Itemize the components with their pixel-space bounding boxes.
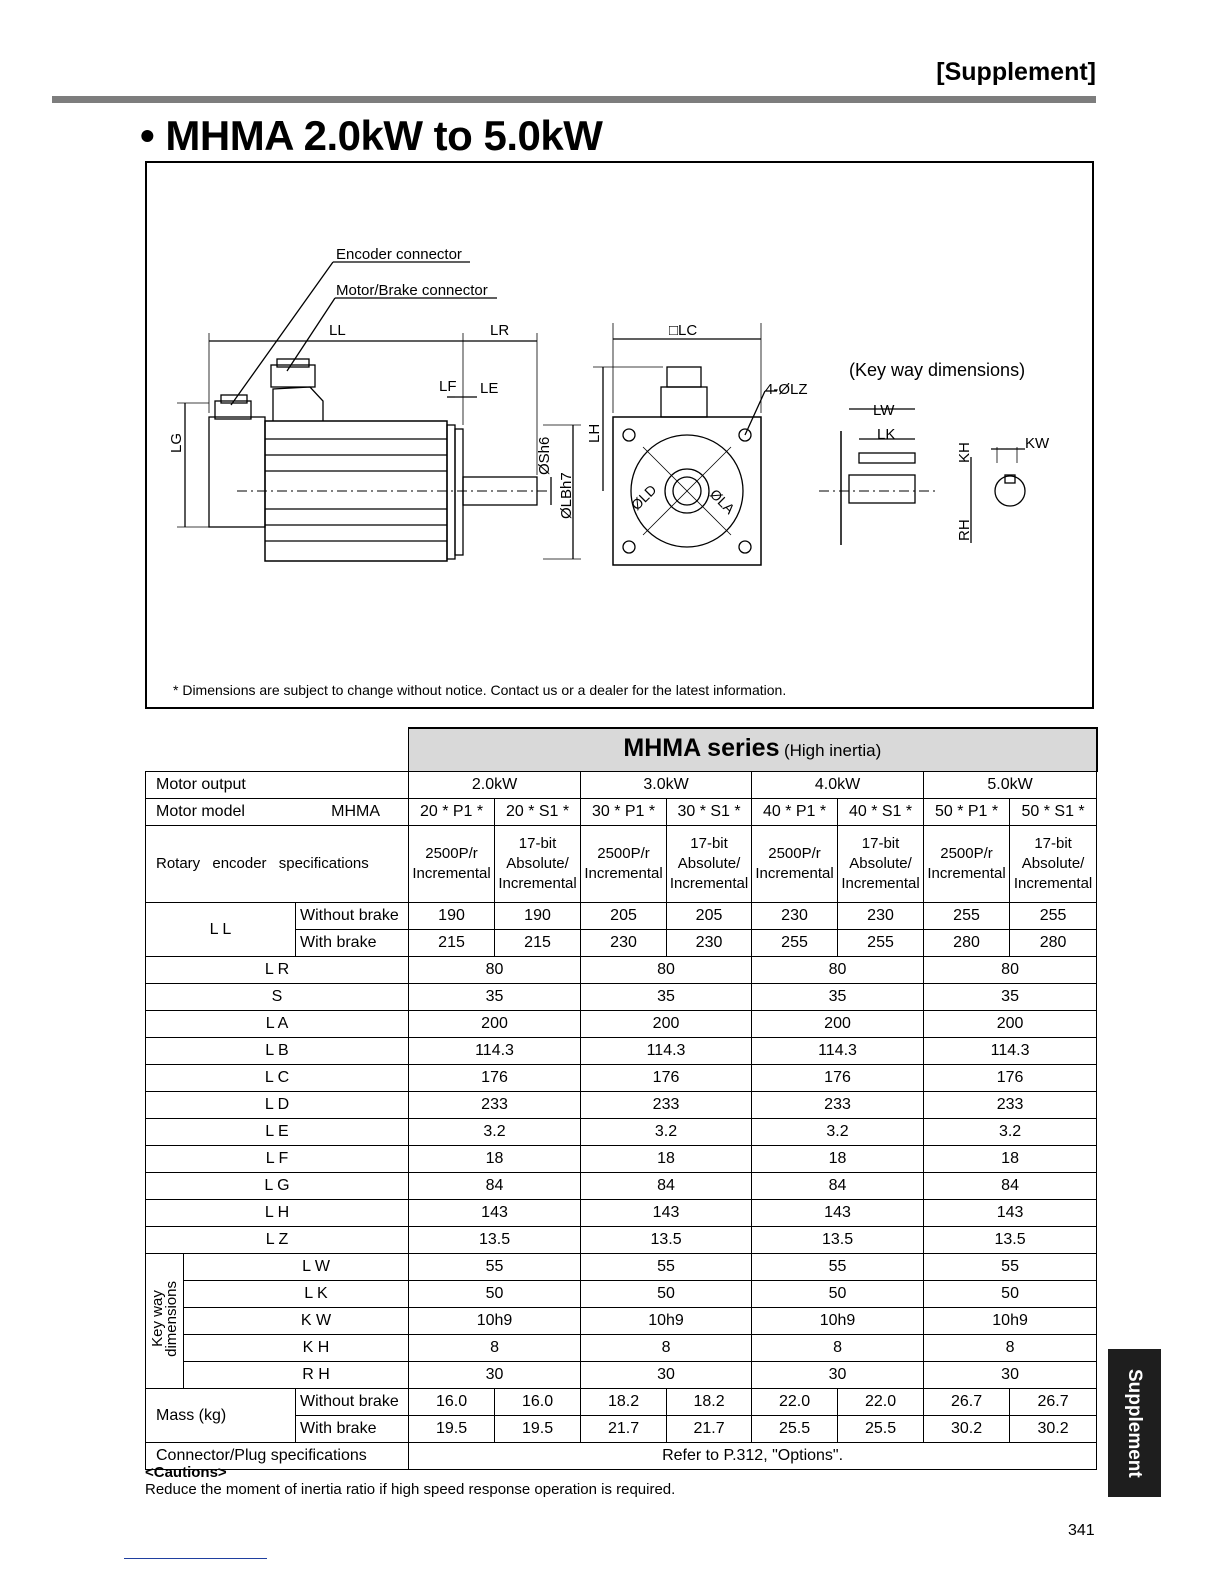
mass-value: 18.2 [667,1389,752,1416]
motor-output-row [146,772,1097,799]
ll-value: 230 [838,903,924,930]
dimension-value: 13.5 [752,1227,924,1254]
dimension-value: 8 [409,1335,581,1362]
page-number: 341 [1068,1522,1095,1539]
mass-value: 22.0 [838,1389,924,1416]
model-cell: 30 * S1 * [667,799,752,826]
dimension-value: 80 [409,957,581,984]
dimension-row [146,984,1097,1011]
with-brake-label: With brake [296,1416,409,1443]
encoder-s-line1: 17-bit [1034,835,1072,852]
dimension-value: 84 [409,1173,581,1200]
connector-value: Refer to P.312, "Options". [409,1443,1097,1470]
dimension-value: 143 [581,1200,752,1227]
dimension-value: 13.5 [924,1227,1097,1254]
dimension-name: K W [184,1308,409,1335]
dimension-drawing [145,161,1094,709]
dimension-value: 10h9 [752,1308,924,1335]
dimension-value: 3.2 [409,1119,581,1146]
label-keyway-title: (Key way dimensions) [849,360,1026,380]
model-cell: 30 * P1 * [581,799,667,826]
dimension-value: 35 [924,984,1097,1011]
ll-label: L L [146,903,296,957]
ll-value: 230 [581,930,667,957]
keyway-group-line2: dimensions [162,1281,180,1357]
dimensions-note: * Dimensions are subject to change without notice. Contact us or a dealer for the latest information. [173,682,787,698]
dimension-name: L D [146,1092,409,1119]
encoder-p-line1: 2500P/r [768,845,821,862]
model-cell: 50 * P1 * [924,799,1010,826]
dimension-value: 114.3 [581,1038,752,1065]
label-rh: RH [956,519,973,541]
label-lc: □LC [669,322,698,339]
dimension-value: 55 [752,1254,924,1281]
mass-value: 19.5 [409,1416,495,1443]
dimension-value: 3.2 [924,1119,1097,1146]
cautions-heading: <Cautions> [145,1464,227,1481]
dimension-value: 30 [581,1362,752,1389]
mass-value: 25.5 [752,1416,838,1443]
ll-value: 280 [924,930,1010,957]
dimension-row [146,1200,1097,1227]
mass-value: 22.0 [752,1389,838,1416]
dimension-rows [146,957,1097,1254]
keyway-group-label [146,1254,184,1389]
dimension-value: 143 [924,1200,1097,1227]
dimension-name: L F [146,1146,409,1173]
label-lz: 4-ØLZ [765,381,808,398]
dimension-value: 55 [924,1254,1097,1281]
label-kw: KW [1025,435,1050,452]
label-ld: ØLD [627,481,660,514]
dimension-name: R H [184,1362,409,1389]
dimension-row [146,1119,1097,1146]
model-cell: 40 * S1 * [838,799,924,826]
dimension-value: 13.5 [409,1227,581,1254]
encoder-s-cell [1010,826,1097,903]
dimension-value: 114.3 [924,1038,1097,1065]
dimension-value: 176 [752,1065,924,1092]
ll-value: 255 [924,903,1010,930]
encoder-p-line2: Incremental [584,865,663,882]
ll-value: 255 [1010,903,1097,930]
dimension-value: 55 [409,1254,581,1281]
ll-value: 280 [1010,930,1097,957]
dimension-row [146,957,1097,984]
label-lg: LG [168,432,185,453]
dimension-value: 200 [581,1011,752,1038]
ll-value: 205 [581,903,667,930]
mass-without-row [146,1389,1097,1416]
dimension-value: 84 [581,1173,752,1200]
label-kh: KH [956,442,973,463]
encoder-s-cell [667,826,752,903]
encoder-p-cell [581,826,667,903]
mass-value: 16.0 [409,1389,495,1416]
label-lf: LF [439,378,457,395]
ll-value: 215 [495,930,581,957]
dimension-value: 10h9 [409,1308,581,1335]
encoder-s-line3: Incremental [498,875,577,892]
mass-value: 18.2 [581,1389,667,1416]
dimension-value: 35 [409,984,581,1011]
mass-value: 26.7 [1010,1389,1097,1416]
ll-value: 190 [409,903,495,930]
dimension-row [146,1065,1097,1092]
label-lk: LK [877,426,896,443]
dimension-value: 18 [752,1146,924,1173]
encoder-p-line1: 2500P/r [597,845,650,862]
dimension-value: 35 [752,984,924,1011]
motor-model-text: Motor model [156,803,245,820]
encoder-row [146,826,1097,903]
dimension-value: 3.2 [752,1119,924,1146]
motor-output-label: Motor output [146,772,409,799]
dimension-value: 84 [924,1173,1097,1200]
encoder-s-line2: Absolute/ [849,855,912,872]
dimension-value: 10h9 [924,1308,1097,1335]
dimension-value: 50 [752,1281,924,1308]
dimension-row [146,1092,1097,1119]
encoder-p-line1: 2500P/r [940,845,993,862]
label-motor-brake-connector: Motor/Brake connector [336,282,488,299]
ll-value: 190 [495,903,581,930]
dimension-name: K H [184,1335,409,1362]
dimension-row [146,1038,1097,1065]
model-cell: 20 * P1 * [409,799,495,826]
footer-link-line [124,1558,267,1559]
motor-outline-drawing [147,163,1096,711]
dimension-value: 30 [409,1362,581,1389]
dimension-value: 50 [581,1281,752,1308]
label-lr: LR [490,322,510,339]
label-ll: LL [329,322,346,339]
dimension-value: 13.5 [581,1227,752,1254]
mass-value: 30.2 [1010,1416,1097,1443]
dimension-value: 50 [924,1281,1097,1308]
dimension-value: 3.2 [581,1119,752,1146]
model-cell: 50 * S1 * [1010,799,1097,826]
label-lh: LH [586,423,603,443]
encoder-s-line2: Absolute/ [1021,855,1085,872]
encoder-p-line2: Incremental [412,865,491,882]
without-brake-label: Without brake [296,1389,409,1416]
dimension-row [146,1281,1097,1308]
dimension-row [146,1146,1097,1173]
motor-model-row [146,799,1097,826]
dimension-value: 18 [924,1146,1097,1173]
dimension-value: 8 [752,1335,924,1362]
keyway-group-text [148,1281,180,1357]
encoder-s-line1: 17-bit [861,835,900,852]
dimension-name: L Z [146,1227,409,1254]
mass-value: 19.5 [495,1416,581,1443]
side-tab-label: Supplement [1124,1368,1145,1478]
dimension-value: 200 [924,1011,1097,1038]
ll-value: 255 [752,930,838,957]
label-la: ØLA [706,485,739,517]
dimension-name: S [146,984,409,1011]
mass-value: 16.0 [495,1389,581,1416]
keyway-group-line1: Key way [148,1290,166,1348]
label-le: LE [480,380,499,397]
dimension-row [146,1335,1097,1362]
ll-value: 205 [667,903,752,930]
motor-model-label [146,799,409,826]
encoder-p-line2: Incremental [755,865,834,882]
mass-value: 25.5 [838,1416,924,1443]
dimension-row [146,1362,1097,1389]
cautions [145,1464,675,1498]
dimension-name: L H [146,1200,409,1227]
dimension-value: 8 [924,1335,1097,1362]
connector-label: Connector/Plug specifications [146,1443,409,1470]
header-rule [52,96,1096,103]
dimension-row [146,1173,1097,1200]
dimension-name: L R [146,957,409,984]
model-cell: 40 * P1 * [752,799,838,826]
dimension-value: 30 [752,1362,924,1389]
cautions-text: Reduce the moment of inertia ratio if high speed response operation is required. [145,1481,676,1498]
encoder-p-cell [752,826,838,903]
series-header [409,728,1097,772]
encoder-s-cell [838,826,924,903]
keyway-rows [146,1254,1097,1389]
without-brake-label: Without brake [296,903,409,930]
dimension-value: 10h9 [581,1308,752,1335]
output-cell: 4.0kW [752,772,924,799]
dimension-value: 176 [409,1065,581,1092]
model-cell: 20 * S1 * [495,799,581,826]
mass-value: 21.7 [581,1416,667,1443]
dimension-value: 233 [924,1092,1097,1119]
ll-value: 230 [667,930,752,957]
label-encoder-connector: Encoder connector [336,246,462,263]
section-header: [Supplement] [936,58,1096,86]
table-corner [146,728,409,772]
dimension-value: 84 [752,1173,924,1200]
dimension-name: L A [146,1011,409,1038]
with-brake-label: With brake [296,930,409,957]
dimension-value: 18 [581,1146,752,1173]
mass-value: 21.7 [667,1416,752,1443]
dimension-value: 143 [752,1200,924,1227]
dimension-name: L W [184,1254,409,1281]
dimension-name: L B [146,1038,409,1065]
ll-value: 215 [409,930,495,957]
dimension-value: 30 [924,1362,1097,1389]
encoder-s-line2: Absolute/ [677,855,741,872]
spec-table [145,727,1098,1470]
series-subtitle: (High inertia) [783,741,882,760]
dimension-row [146,1254,1097,1281]
encoder-s-cell [495,826,581,903]
encoder-s-line3: Incremental [841,875,920,892]
dimension-value: 143 [409,1200,581,1227]
dimension-value: 233 [752,1092,924,1119]
dimension-value: 200 [409,1011,581,1038]
supplement-side-tab[interactable] [1108,1349,1161,1497]
dimension-value: 80 [581,957,752,984]
output-cell: 2.0kW [409,772,581,799]
ll-without-row [146,903,1097,930]
dimension-name: L K [184,1281,409,1308]
output-cell: 3.0kW [581,772,752,799]
page-title: • MHMA 2.0kW to 5.0kW [140,112,603,159]
label-lbh7: ØLBh7 [558,472,575,519]
mass-value: 26.7 [924,1389,1010,1416]
ll-value: 255 [838,930,924,957]
output-cell: 5.0kW [924,772,1097,799]
dimension-value: 233 [581,1092,752,1119]
encoder-p-cell [409,826,495,903]
dimension-row [146,1011,1097,1038]
encoder-s-line1: 17-bit [690,835,728,852]
mass-label: Mass (kg) [146,1389,296,1443]
mass-value: 30.2 [924,1416,1010,1443]
dimension-value: 18 [409,1146,581,1173]
dimension-value: 8 [581,1335,752,1362]
dimension-value: 80 [752,957,924,984]
encoder-label: Rotary encoder specifications [146,826,409,903]
ll-value: 230 [752,903,838,930]
model-prefix: MHMA [331,803,381,820]
dimension-name: L C [146,1065,409,1092]
encoder-p-line1: 2500P/r [425,845,478,862]
dimension-value: 233 [409,1092,581,1119]
dimension-row [146,1227,1097,1254]
dimension-row [146,1308,1097,1335]
encoder-p-cell [924,826,1010,903]
dimension-value: 114.3 [409,1038,581,1065]
encoder-s-line3: Incremental [669,875,749,892]
dimension-value: 176 [924,1065,1097,1092]
dimension-value: 35 [581,984,752,1011]
dimension-name: L G [146,1173,409,1200]
dimension-value: 176 [581,1065,752,1092]
label-sh6: ØSh6 [536,436,553,475]
encoder-p-line2: Incremental [927,865,1006,882]
dimension-value: 200 [752,1011,924,1038]
dimension-value: 50 [409,1281,581,1308]
series-title: MHMA series [623,734,780,762]
encoder-s-line3: Incremental [1013,875,1093,892]
dimension-name: L E [146,1119,409,1146]
dimension-value: 114.3 [752,1038,924,1065]
dimension-value: 55 [581,1254,752,1281]
dimension-value: 80 [924,957,1097,984]
encoder-s-line1: 17-bit [518,835,557,852]
label-lw: LW [873,402,895,419]
encoder-s-line2: Absolute/ [506,855,569,872]
